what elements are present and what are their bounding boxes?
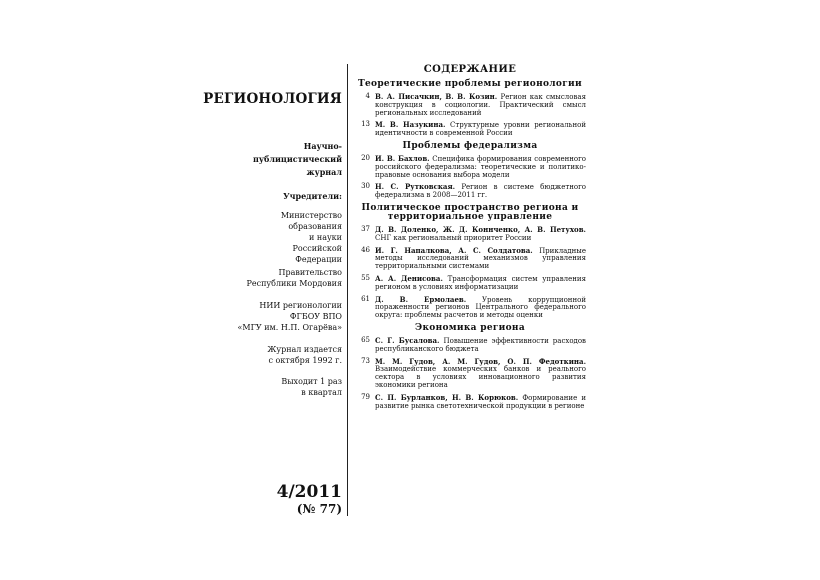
entry-authors: В. А. Писачкин, В. В. Козин. [375, 92, 498, 101]
founders-label: Учредители: [283, 191, 342, 201]
toc-entry[interactable] [354, 358, 586, 390]
entry-authors: А. А. Денисова. [375, 273, 443, 283]
page-number: 55 [361, 273, 370, 282]
entry-title: Трансформация систем управления регионом в условиях информатизации [375, 274, 586, 291]
founder-ministry [222, 210, 342, 265]
entry-title: Регион как смысловая конструкция в социологии. Практический смысл региональных исследований [375, 93, 586, 117]
toc-entry[interactable] [354, 247, 586, 271]
founder-line: Федерации [295, 255, 342, 264]
subtitle-line: Научно- [303, 141, 342, 151]
entry-title: Формирование и развитие рынка светотехнической продукции в регионе [375, 393, 586, 410]
toc-entry[interactable] [354, 296, 586, 320]
section-title: Проблемы федерализма [402, 140, 538, 151]
page-number: 4 [365, 92, 370, 100]
entry-title: СНГ как региональный приоритет России [375, 233, 532, 242]
founder-line: Правительство [278, 268, 342, 277]
entry-title: Уровень коррупционной пораженности регионов Центрального федерального округа: проблемы расчетов и методы оценки [375, 295, 587, 320]
journal-subtitle [232, 140, 342, 179]
founder-line: НИИ регионологии [259, 301, 342, 310]
page-number: 73 [361, 356, 370, 365]
entry-title: Взаимодействие коммерческих банков и реального сектора в условиях инновационного развития экономики региона [375, 365, 586, 389]
section-title: Теоретические проблемы регионологии [358, 79, 582, 89]
publication-line: Журнал издается [267, 345, 342, 354]
page-number: 13 [361, 120, 370, 129]
entry-authors: С. Г. Бусалова. [375, 335, 440, 345]
page-number: 30 [361, 182, 370, 191]
page-number: 20 [361, 153, 370, 162]
founder-line: Министерство [280, 211, 342, 220]
page-number: 65 [361, 335, 370, 344]
entry-title: Специфика формирования современного российского федерализма: теоретические и политико-правовые основания выбора модели [375, 154, 587, 179]
founder-institute [222, 300, 342, 333]
founder-line: «МГУ им. Н.П. Огарёва» [237, 323, 342, 332]
entry-authors: И. В. Бахлов. [375, 153, 430, 163]
founder-line: образования [288, 222, 342, 231]
entry-authors: С. П. Бурланков, Н. В. Корюков. [375, 392, 519, 402]
entry-title: Прикладные методы исследований механизмов управления территориальными системами [375, 246, 586, 271]
founder-line: и науки [308, 233, 342, 242]
toc-entry[interactable] [354, 121, 586, 138]
founder-line: ФГБОУ ВПО [289, 312, 342, 321]
entry-title: Структурные уровни региональной идентичности в современной России [375, 121, 587, 138]
page-number: 37 [361, 224, 370, 233]
entry-authors: Н. С. Рутковская. [375, 182, 456, 192]
frequency-line: Выходит 1 раз [281, 377, 342, 386]
toc-entry[interactable] [354, 183, 586, 200]
section-title: Политическое пространство региона и территориальное управление [361, 202, 579, 222]
toc-entry[interactable] [354, 226, 586, 243]
subtitle-line: журнал [306, 167, 342, 177]
entry-authors: Д. В. Ермолаев. [375, 294, 467, 304]
page-number: 61 [361, 294, 370, 303]
toc-entry[interactable] [354, 337, 586, 354]
column-divider [347, 64, 348, 516]
page-number: 46 [361, 245, 370, 254]
subtitle-line: публицистический [253, 154, 342, 164]
journal-title: РЕГИОНОЛОГИЯ [203, 91, 342, 107]
entry-title: Регион в системе бюджетного федерализма в 2008—2011 гг. [375, 183, 586, 200]
frequency-line: в квартал [301, 388, 342, 397]
entry-authors: И. Г. Напалкова, А. С. Солдатова. [375, 245, 533, 255]
entry-authors: М. М. Гудов, А. М. Гудов, О. П. Федоткина. [375, 356, 586, 366]
entry-authors: Д. В. Доленко, Ж. Д. Коннченко, А. В. Петухов. [375, 224, 586, 234]
entry-authors: М. В. Назукина. [375, 120, 446, 130]
section-title: Экономика региона [415, 322, 525, 333]
toc-entry[interactable] [354, 155, 586, 179]
contents-title: СОДЕРЖАНИЕ [423, 64, 517, 75]
issue-number: (№ 77) [296, 502, 342, 516]
toc-entry[interactable] [354, 394, 586, 411]
entry-title: Повышение эффективности расходов республиканского бюджета [375, 336, 586, 353]
toc-entry[interactable] [354, 275, 586, 292]
page-number: 79 [361, 392, 370, 401]
issue-label: 4/2011 [276, 482, 342, 502]
publication-line: с октября 1992 г. [268, 356, 342, 365]
frequency-info [222, 376, 342, 398]
table-of-contents [354, 64, 586, 414]
toc-entry[interactable] [354, 93, 586, 117]
founder-line: Российской [292, 244, 342, 253]
founder-line: Республики Мордовия [246, 279, 342, 288]
founder-government [222, 267, 342, 289]
publication-info [222, 344, 342, 366]
